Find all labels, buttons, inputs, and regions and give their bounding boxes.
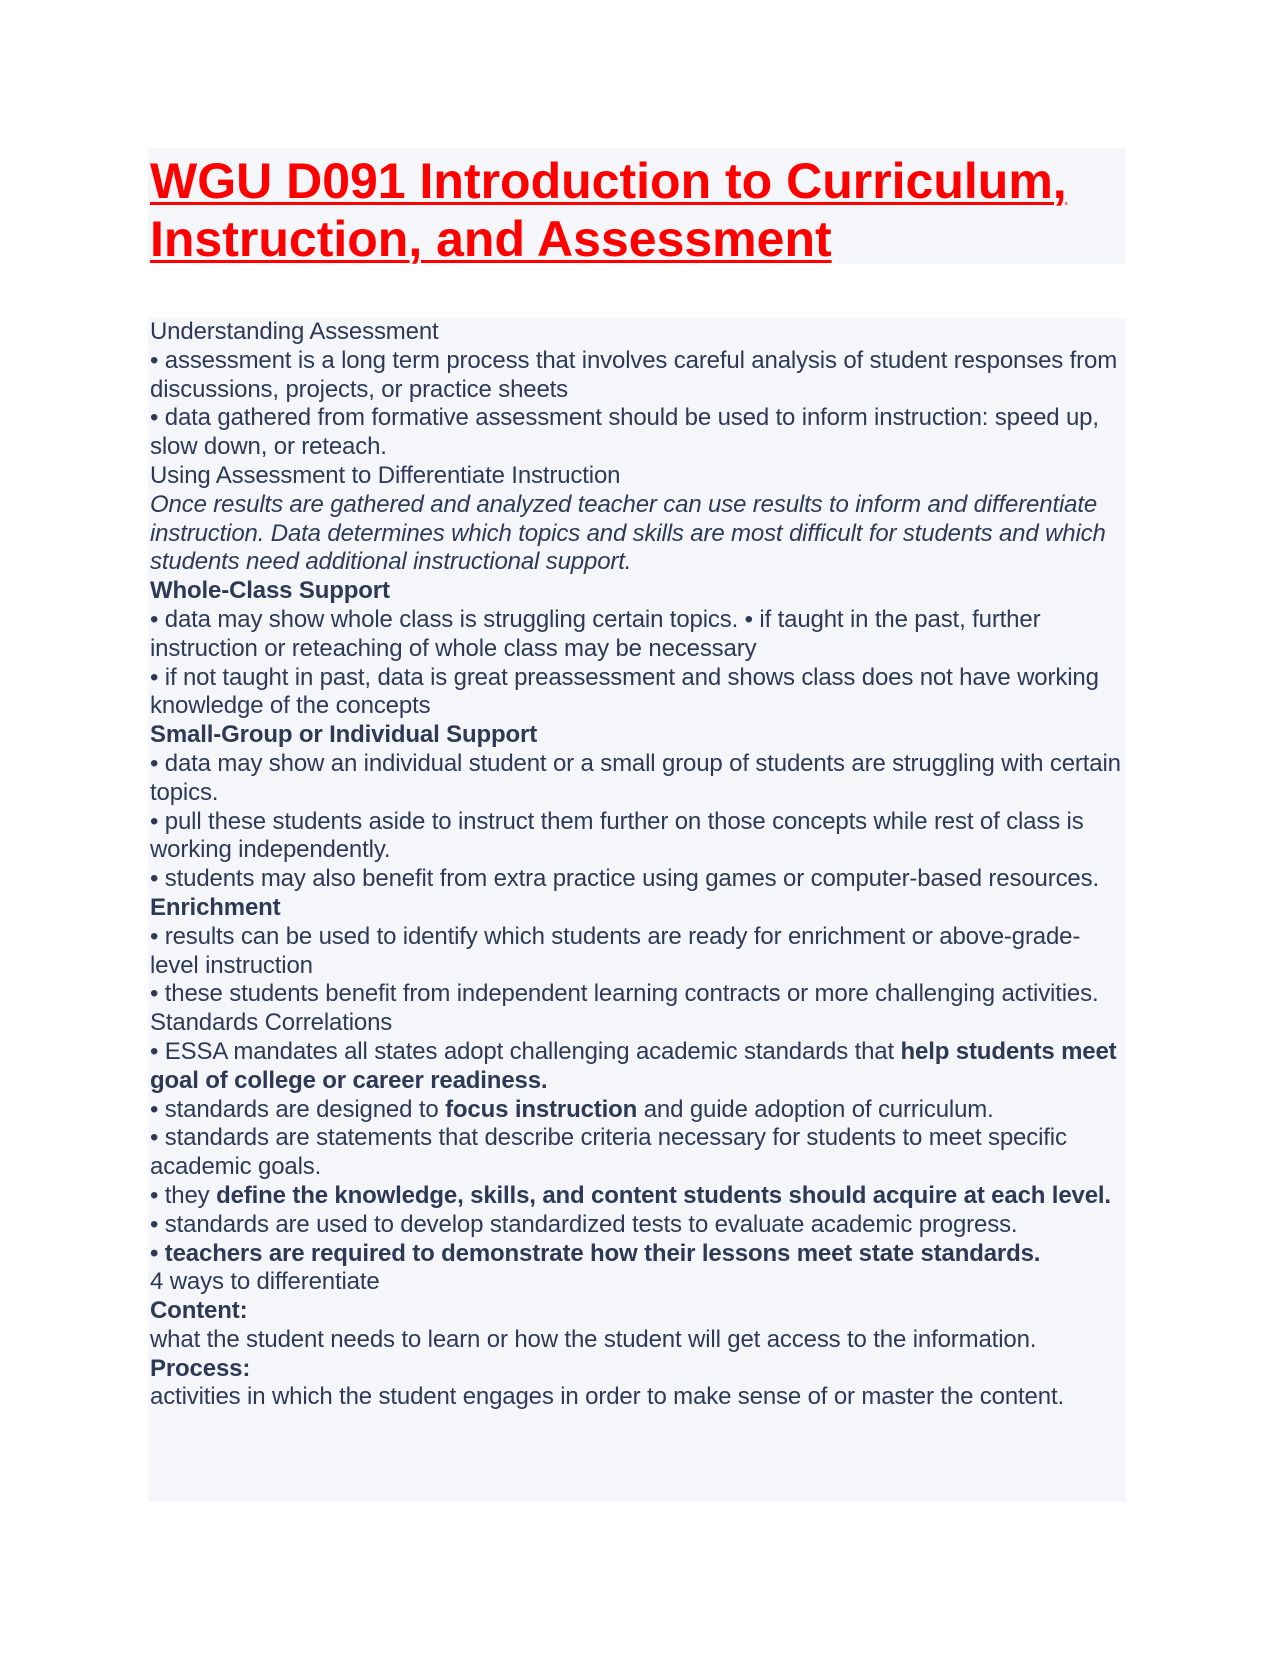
standards-bullet-1-text: • ESSA mandates all states adopt challenging academic standards that <box>150 1037 901 1065</box>
standards-bullet-3: • standards are statements that describe criteria necessary for students to meet specific academic goals. <box>150 1124 1067 1181</box>
title-block <box>148 148 1126 267</box>
ways-to-differentiate-heading: 4 ways to differentiate <box>150 1268 380 1296</box>
content-label: Content: <box>150 1297 248 1325</box>
document-body <box>148 318 1126 1502</box>
enrichment-bullet-1: • results can be used to identify which students are ready for enrichment or above-grade-level instruction <box>150 922 1081 979</box>
process-description: activities in which the student engages in order to make sense of or master the content. <box>150 1383 1064 1411</box>
standards-bullet-6: • teachers are required to demonstrate how their lessons meet state standards. <box>150 1239 1041 1267</box>
standards-bullet-1-emphasis: help students meet goal of college or career readiness. <box>150 1037 1117 1094</box>
standards-bullet-2-emphasis: focus instruction <box>445 1095 638 1123</box>
standards-bullet-4 <box>150 1182 1126 1211</box>
standards-bullet-2 <box>150 1096 1126 1125</box>
small-group-bullet-2: • pull these students aside to instruct them further on those concepts while rest of class is working independently. <box>150 807 1084 864</box>
standards-bullet-5: • standards are used to develop standardized tests to evaluate academic progress. <box>150 1210 1018 1238</box>
standards-bullet-2-text-b: and guide adoption of curriculum. <box>637 1095 994 1123</box>
small-group-bullet-3: • students may also benefit from extra practice using games or computer-based resources. <box>150 865 1099 893</box>
standards-bullet-2-text-a: • standards are designed to <box>150 1095 446 1123</box>
standards-bullet-4-emphasis: define the knowledge, skills, and content students should acquire at each level. <box>216 1181 1111 1209</box>
standards-bullet-1 <box>150 1038 1126 1096</box>
small-group-bullet-1: • data may show an individual student or a small group of students are struggling with certain topics. <box>150 749 1121 806</box>
small-group-support-heading: Small-Group or Individual Support <box>150 721 538 749</box>
whole-class-bullet-2: • if not taught in past, data is great preassessment and shows class does not have working knowledge of the concepts <box>150 663 1099 720</box>
standards-bullet-4-text: • they <box>150 1181 217 1209</box>
understanding-assessment-heading: Understanding Assessment <box>150 318 439 345</box>
document-content <box>148 318 1126 1412</box>
content-description: what the student needs to learn or how the student will get access to the information. <box>150 1325 1037 1353</box>
differentiate-instruction-paragraph: Once results are gathered and analyzed teacher can use results to inform and differentiate instruction. Data determines which topics and skills are most difficult for students and which students need additional instructional support. <box>150 490 1106 576</box>
understanding-bullet-2: • data gathered from formative assessment should be used to inform instruction: speed up, slow down, or reteach. <box>150 404 1099 461</box>
differentiate-instruction-heading: Using Assessment to Differentiate Instruction <box>150 461 621 489</box>
standards-correlations-heading: Standards Correlations <box>150 1009 393 1037</box>
enrichment-bullet-2: • these students benefit from independent learning contracts or more challenging activities. <box>150 980 1099 1008</box>
whole-class-bullet-1: • data may show whole class is struggling certain topics. • if taught in the past, further instruction or reteaching of whole class may be necessary <box>150 605 1041 662</box>
document-title: WGU D091 Introduction to Curriculum, Instruction, and Assessment <box>150 153 1067 267</box>
whole-class-support-heading: Whole-Class Support <box>150 577 390 605</box>
understanding-bullet-1: • assessment is a long term process that involves careful analysis of student responses from discussions, projects, or practice sheets <box>150 346 1118 403</box>
process-label: Process: <box>150 1354 251 1382</box>
enrichment-heading: Enrichment <box>150 893 281 921</box>
